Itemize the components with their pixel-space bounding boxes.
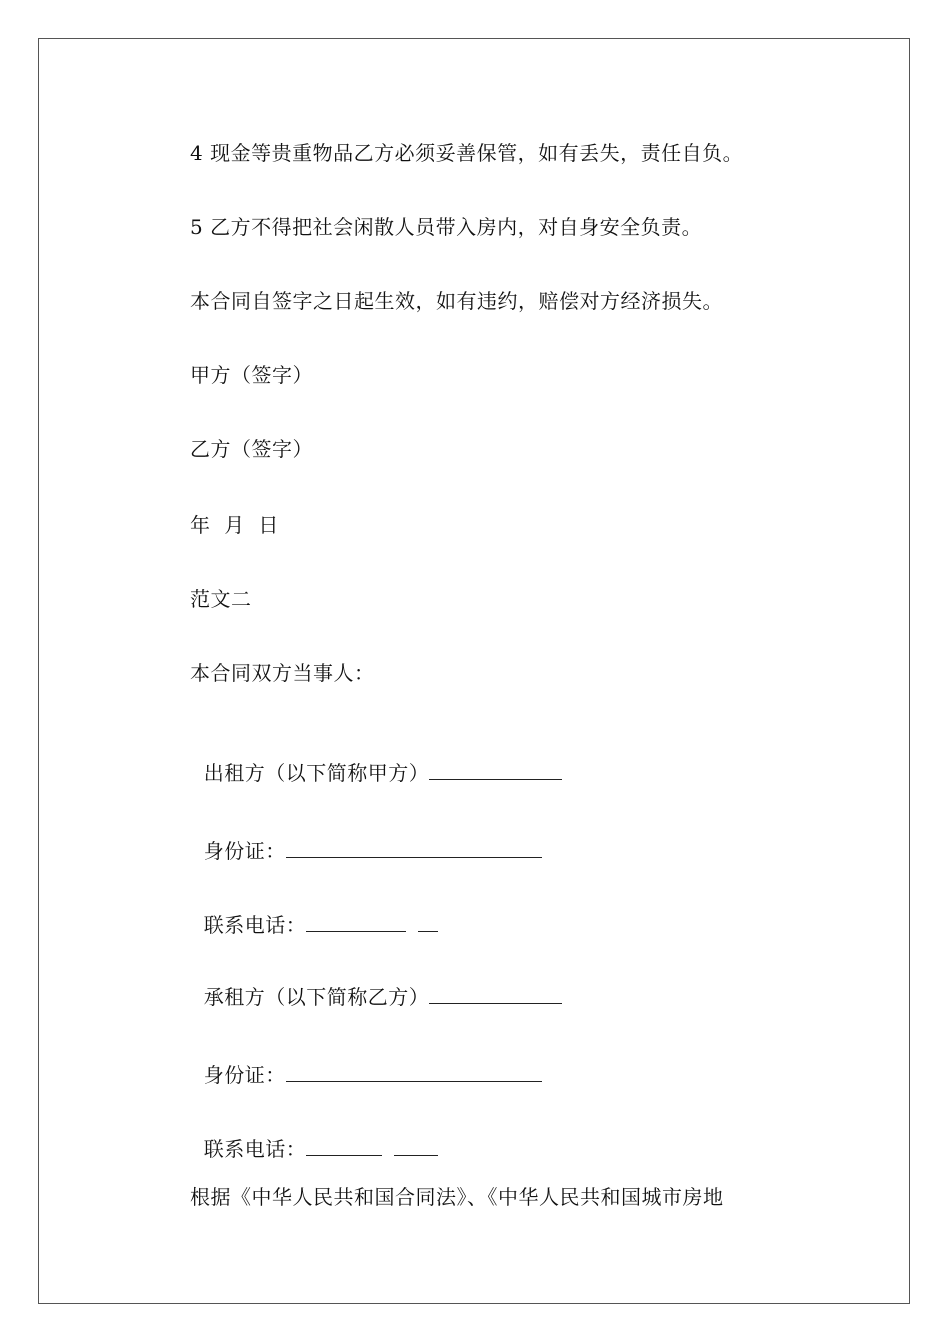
sample-heading: 范文二 [190,587,252,611]
legal-basis-line: 根据《中华人民共和国合同法》、《中华人民共和国城市房地 [190,1185,724,1209]
lessee-phone-label: 联系电话： [203,1137,307,1161]
parties-intro: 本合同双方当事人： [190,661,375,685]
lessee-line [190,958,562,1010]
clause-4: 4 现金等贵重物品乙方必须妥善保管，如有丢失，责任自负。 [190,141,744,165]
lessee-name-blank[interactable] [429,985,562,1004]
lessor-name-blank[interactable] [429,761,562,780]
clause-5: 5 乙方不得把社会闲散人员带入房内，对自身安全负责。 [190,215,703,239]
lessee-id-blank[interactable] [286,1063,542,1082]
lessor-phone-blank[interactable] [306,913,406,932]
lessee-id-label: 身份证： [203,1063,286,1087]
lessor-id-line [190,812,542,864]
lessor-id-label: 身份证： [203,839,286,863]
lessor-id-blank[interactable] [286,839,542,858]
effective-clause: 本合同自签字之日起生效，如有违约，赔偿对方经济损失。 [190,289,723,313]
lessor-phone-blank-extra[interactable] [418,913,438,932]
party-b-signature: 乙方（签字） [190,437,313,461]
lessor-line [190,734,562,786]
lessor-label: 出租方（以下简称甲方） [203,761,430,785]
lessor-phone-line [190,886,438,938]
lessee-phone-line [190,1110,438,1162]
party-a-signature: 甲方（签字） [190,363,313,387]
lessee-label: 承租方（以下简称乙方） [203,985,430,1009]
lessee-id-line [190,1036,542,1088]
lessor-phone-label: 联系电话： [203,913,307,937]
lessee-phone-blank[interactable] [306,1137,382,1156]
lessee-phone-blank-extra[interactable] [394,1137,438,1156]
date-line: 年 月 日 [190,513,279,537]
